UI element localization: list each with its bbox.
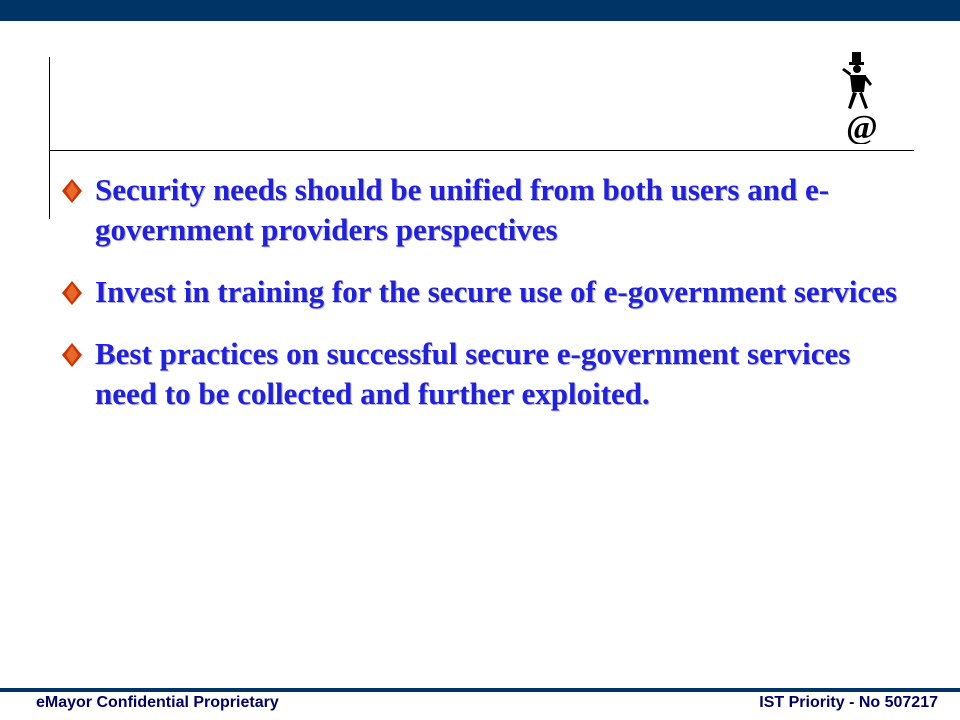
svg-text:@: @ bbox=[846, 109, 878, 144]
header-bar bbox=[0, 0, 960, 21]
diamond-icon bbox=[62, 179, 82, 203]
bullet-item bbox=[62, 170, 902, 250]
bullet-list bbox=[62, 170, 902, 436]
bullet-item bbox=[62, 272, 902, 312]
bullet-item bbox=[62, 334, 902, 414]
footer-divider bbox=[0, 688, 960, 692]
diamond-icon bbox=[62, 343, 82, 367]
bullet-text: Security needs should be unified from both users and e-government providers perspectives bbox=[95, 172, 830, 247]
diamond-icon bbox=[62, 281, 82, 305]
footer-project-number: IST Priority - No 507217 bbox=[759, 694, 938, 711]
title-divider bbox=[49, 150, 914, 151]
vertical-divider bbox=[49, 57, 50, 219]
bullet-text: Best practices on successful secure e-government services need to be collected and further exploited. bbox=[95, 336, 851, 411]
footer-confidential-label: eMayor Confidential Proprietary bbox=[36, 694, 279, 711]
bullet-text: Invest in training for the secure use of e-government services bbox=[95, 274, 898, 309]
emayor-logo-icon bbox=[838, 46, 886, 144]
